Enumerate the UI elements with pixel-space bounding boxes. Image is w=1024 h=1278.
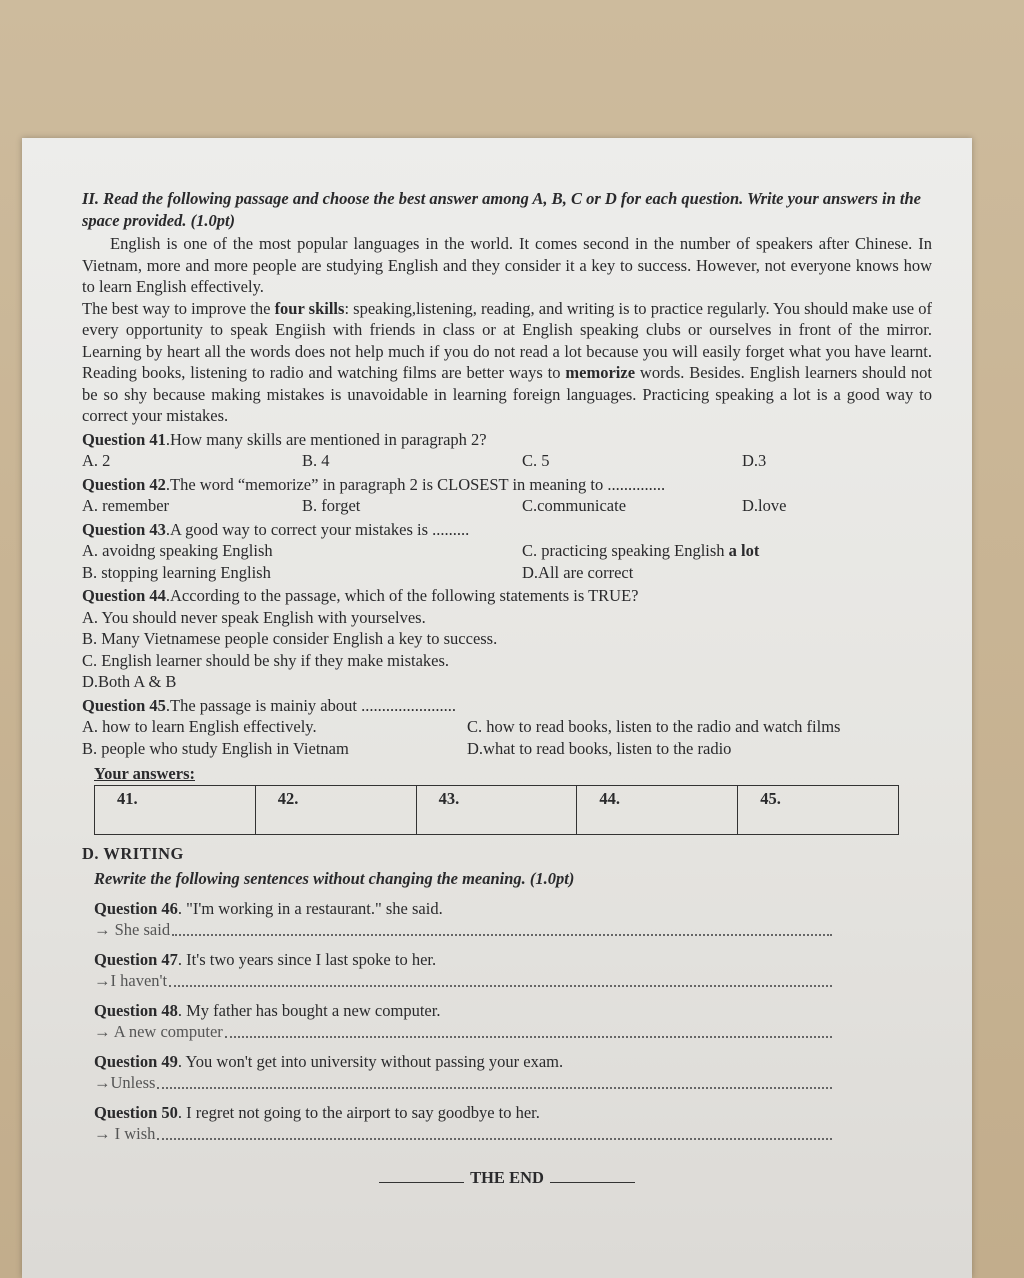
question-48 (94, 1000, 932, 1022)
reading-instruction: II. Read the following passage and choose the best answer among A, B, C or D for each question. Write your answers in the space provided. (1.0pt) (82, 189, 922, 230)
option-d: D.3 (742, 451, 767, 470)
option-a: A. 2 (82, 451, 111, 470)
question-text: .A good way to correct your mistakes is ......... (165, 519, 470, 539)
option-b: B. stopping learning English (82, 562, 271, 582)
question-46 (94, 898, 932, 920)
passage-bold-four-skills: four skills (274, 298, 345, 318)
question-43-options (82, 540, 932, 583)
answer-line-49[interactable] (94, 1072, 932, 1094)
dotted-line (169, 970, 832, 987)
option-c: C.communicate (522, 496, 627, 515)
answer-cell-44[interactable]: 44. (577, 785, 738, 834)
question-label: Question 44 (82, 586, 166, 605)
writing-title: D. WRITING (82, 843, 184, 863)
question-text: .The word “memorize” in paragraph 2 is CLOSEST in meaning to .............. (165, 474, 666, 494)
writing-instruction: Rewrite the following sentences without changing the meaning. (1.0pt) (94, 869, 575, 888)
question-label: Question 42 (82, 474, 166, 494)
option-d: D.love (742, 496, 787, 515)
exam-content (82, 188, 932, 1188)
answer-prompt: → I wish (94, 1124, 156, 1143)
dotted-line (157, 1123, 832, 1140)
passage-text: The best way to improve the (82, 298, 275, 318)
option-c-text: C. practicing speaking English (522, 541, 729, 560)
option-c: C. how to read books, listen to the radio and watch films (467, 717, 841, 736)
answer-prompt: →I haven't (94, 971, 168, 990)
option-d: D.All are correct (522, 562, 634, 582)
option-a: A. remember (82, 496, 170, 515)
the-end (82, 1167, 932, 1189)
question-41-options (82, 450, 932, 472)
answer-cell-42[interactable]: 42. (255, 785, 416, 834)
question-43 (82, 519, 932, 541)
underline-left (379, 1182, 464, 1183)
passage-paragraph-1: English is one of the most popular languages in the world. It comes second in the number of speakers after Chinese. In Vietnam, more and more people are studying English and they consider it a key to success. However, not everyone knows how to learn English effectively. (82, 234, 932, 296)
question-41 (82, 429, 932, 451)
dotted-line (172, 919, 832, 936)
option-d: D.Both A & B (82, 672, 177, 691)
option-b: B. people who study English in Vietnam (82, 738, 349, 758)
passage-text: words. Besides. English learners should not be so shy because making mistakes is unavoidable in learning foreign languages. Practicing speaking a lot is a good way to correct your mistakes. (82, 363, 932, 425)
option-b: B. 4 (302, 451, 330, 470)
option-a: A. You should never speak English with yourselves. (82, 607, 426, 627)
answer-cell-43[interactable]: 43. (416, 785, 577, 834)
answer-cell-45[interactable]: 45. (738, 785, 899, 834)
exam-sheet (22, 138, 972, 1278)
question-label: Question 47 (94, 949, 178, 969)
option-c-bold: a lot (728, 541, 760, 560)
passage-bold-memorize: memorize (565, 363, 636, 382)
answer-line-48[interactable] (94, 1021, 932, 1043)
question-49 (94, 1051, 932, 1073)
question-text: . "I'm working in a restaurant." she said. (177, 898, 443, 918)
option-a: A. how to learn English effectively. (82, 717, 317, 736)
answers-row (95, 785, 899, 834)
question-44 (82, 585, 932, 607)
option-a: A. avoidng speaking English (82, 541, 273, 560)
passage-text: : speaking,listening, reading, and writing is to practice regularly. You should make use of every opportunity to speak Engiish with friends in class or at English speaking clubs or ourselves in front of the mirror. Learning by heart all the words does not help much if you do not read a lot because you will easily forget what you have learnt. Reading books, listening to radio and watching films are better ways to (82, 298, 932, 382)
underline-right (550, 1182, 635, 1183)
dotted-line (157, 1072, 832, 1089)
question-text: .According to the passage, which of the following statements is TRUE? (165, 586, 639, 605)
question-47 (94, 949, 932, 971)
answer-line-50[interactable] (94, 1123, 932, 1145)
option-c: C. English learner should be shy if they make mistakes. (82, 650, 450, 670)
question-text: . I regret not going to the airport to say goodbye to her. (177, 1102, 540, 1122)
question-label: Question 49 (94, 1051, 178, 1071)
option-c (522, 540, 932, 562)
answer-prompt: → She said (94, 920, 171, 939)
question-label: Question 50 (94, 1102, 178, 1122)
option-d: D.what to read books, listen to the radio (467, 738, 732, 758)
answer-cell-41[interactable]: 41. (95, 785, 256, 834)
answer-prompt: →Unless (94, 1073, 156, 1092)
question-42 (82, 474, 932, 496)
question-text: .How many skills are mentioned in paragraph 2? (165, 429, 487, 449)
question-45-options (82, 716, 932, 759)
question-label: Question 46 (94, 898, 178, 918)
option-b: B. Many Vietnamese people consider English a key to success. (82, 629, 498, 648)
answers-table (94, 785, 899, 835)
question-text: .The passage is mainiy about ....................... (165, 695, 456, 715)
question-42-options (82, 495, 932, 517)
question-label: Question 41 (82, 429, 166, 449)
question-text: . My father has bought a new computer. (177, 1000, 441, 1020)
question-45 (82, 695, 932, 717)
question-50 (94, 1102, 932, 1124)
question-text: . You won't get into university without passing your exam. (177, 1051, 564, 1071)
question-label: Question 43 (82, 519, 166, 539)
question-label: Question 48 (94, 1000, 178, 1020)
passage-paragraph-2 (82, 298, 932, 427)
answers-label: Your answers: (94, 764, 195, 783)
question-label: Question 45 (82, 695, 166, 715)
option-c: C. 5 (522, 451, 550, 470)
answer-line-46[interactable] (94, 919, 932, 941)
answer-line-47[interactable] (94, 970, 932, 992)
dotted-line (225, 1021, 832, 1038)
option-b: B. forget (302, 496, 361, 515)
the-end-text: THE END (470, 1167, 544, 1187)
answer-prompt: → A new computer (94, 1022, 223, 1041)
question-text: . It's two years since I last spoke to her. (177, 949, 437, 969)
